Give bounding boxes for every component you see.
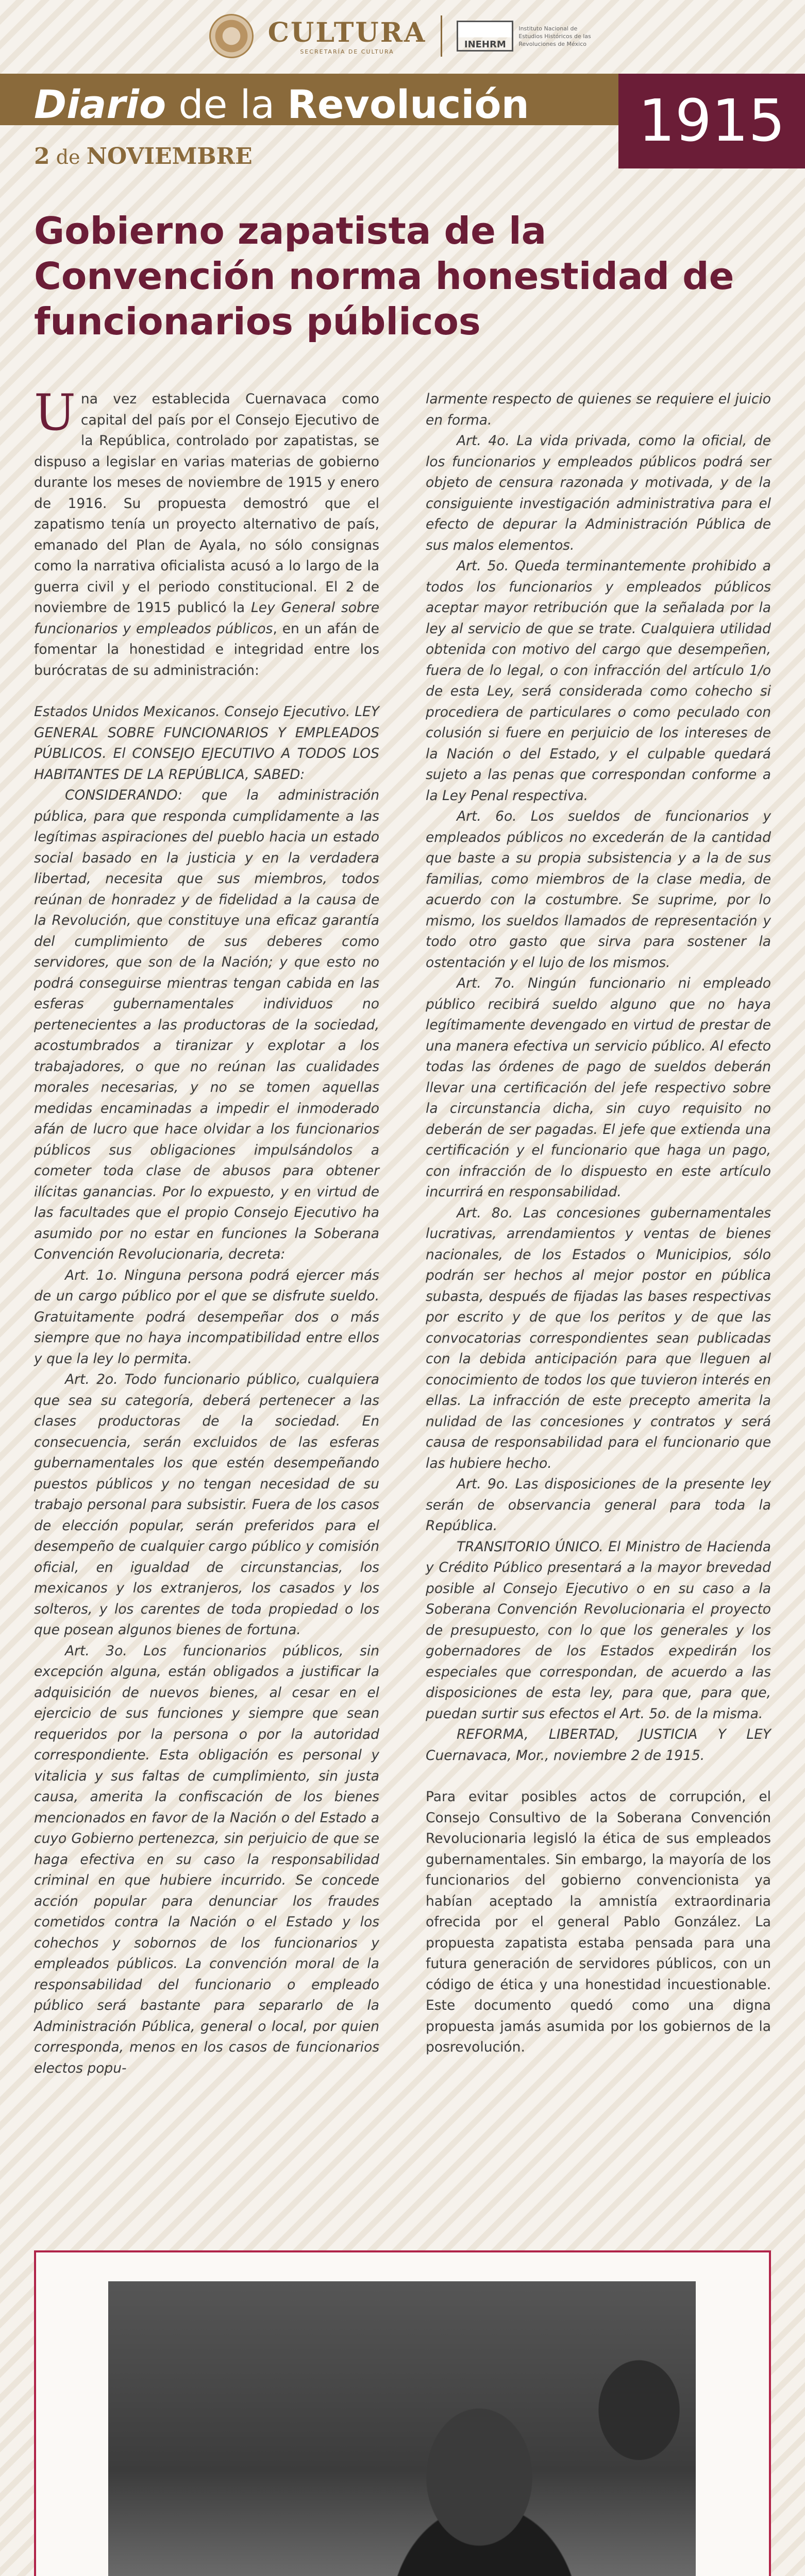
drop-cap: U (34, 384, 76, 442)
law-article-3-cont: larmente respecto de quienes se requiere el juicio en forma. (426, 391, 771, 428)
brand-name: CULTURA (267, 17, 427, 48)
law-transitorio: TRANSITORIO ÚNICO. El Ministro de Hacienda y Crédito Público presentará a la mayor brevedad posible al Consejo Ejecutivo o en su caso a la Soberana Convención Revolucionaria el proyecto de presupuesto, con lo que los generales y los gobernadores de los Estados expedirán los especiales que correspondan, de acuerdo a las disposiciones de esta ley, para que, para que, puedan surtir sus efectos el Art. 5o. de la misma. (426, 1538, 771, 1722)
law-considerando: CONSIDERANDO: que la administración pública, para que responda cumplidamente a las legítimas aspiraciones del pueblo hacia un estado social basado en la justicia y en la verdadera libertad, necesita que sus miembros, todos reúnan de honradez y de fidelidad a la causa de la Revolución, que constituye una eficaz garantía del cumplimiento de sus deberes como servidores, que son de la Nación; y que esto no podrá conseguirse mientras tengan cabida en las esferas gubernamentales individuos no pertenecientes a las productoras de la sociedad, acostumbrados a tiranizar y explotar a los trabajadores, o que no reúnan las cualidades morales necesarias, y no se tomen aquellas medidas encaminadas a impedir el inmoderado afán de lucro que hace olvidar a los funcionarios públicos sus obligaciones impulsándolos a cometer toda clase de abusos para obtener ilícitas ganancias. Por lo expuesto, y en virtud de las facultades que el propio Consejo Ejecutivo ha asumido por no estar en funciones la Soberana Convención Revolucionaria, decreta: (34, 787, 379, 1262)
date-month: NOVIEMBRE (86, 143, 253, 170)
logo-divider (441, 15, 442, 57)
series-title-part2: de la (166, 81, 288, 127)
photo-frame (34, 2250, 771, 2576)
date-line (34, 143, 253, 170)
law-article-5: Art. 5o. Queda terminantemente prohibido a todos los funcionarios y empleados públicos aceptar mayor retribución que la señalada por la ley al servicio de que se trate. Cualquiera utilidad obtenida con motivo del cargo que desempeñen, fuera de lo legal, o con infracción del artículo 1/o de esta Ley, será considerada como cohecho si procediera de particulares o como peculado con colusión si fuere en perjuicio de los intereses de la Nación o del Estado, y el culpable quedará sujeto a las penas que correspondan conforme a la Ley Penal respectiva. (426, 558, 771, 804)
brand-subtitle: SECRETARÍA DE CULTURA (300, 48, 394, 55)
law-preamble: Estados Unidos Mexicanos. Consejo Ejecutivo. LEY GENERAL SOBRE FUNCIONARIOS Y EMPLEADOS PÚBLICOS. El CONSEJO EJECUTIVO A TODOS LOS HABITANTES DE LA REPÚBLICA, SABED: (34, 704, 379, 783)
intro-text-b: , en un afán de fomentar la honestidad e integridad entre los burócratas de su administración: (34, 620, 379, 679)
date-day: 2 (34, 143, 50, 170)
inehrm-acronym: INEHRM (464, 39, 506, 50)
law-article-2: Art. 2o. Todo funcionario público, cualquiera que sea su categoría, deberá pertenecer a las clases productoras de la sociedad. En consecuencia, serán excluidos de las esferas gubernamentales los que estén desempeñando puestos públicos y no tengan necesidad de su trabajo personal para subsistir. Fuera de los casos de elección popular, serán preferidos para el desempeño de cualquier cargo público y comisión oficial, en igualdad de circunstancias, los mexicanos y los extranjeros, los casados y los solteros, y los carentes de toda propiedad o los que posean algunos bienes de fortuna. (34, 1371, 379, 1638)
closing-paragraph: Para evitar posibles actos de corrupción, el Consejo Consultivo de la Soberana Convención Revolucionaria legisló la ética de sus empleados gubernamentales. Sin embargo, la mayoría de los funcionarios del gobierno convencionista ya habían aceptado la amnistía extraordinaria ofrecida por el general Pablo González. La propuesta zapatista estaba pensada para una futura generación de servidores públicos, con un código de ética y una honestidad incuestionable. Este documento quedó como una digna propuesta jamás asumida por los gobiernos de la posrevolución. (426, 1789, 771, 2055)
government-seal-icon (209, 14, 254, 58)
telegraph-office-photo (108, 2281, 696, 2576)
year-badge: 1915 (618, 74, 805, 168)
top-logos (0, 0, 805, 72)
cultura-logo (268, 17, 427, 55)
series-title-part3: Revolución (287, 81, 529, 127)
law-article-3: Art. 3o. Los funcionarios públicos, sin excepción alguna, están obligados a justificar la adquisición de nuevos bienes, al cesar en el ejercicio de sus funciones y siempre que sean requeridos por la persona o por la autoridad correspondiente. Esta obligación es personal y vitalicia y sus faltas de cumplimiento, sin justa causa, amerita la confiscación de los bienes mencionados en favor de la Nación o del Estado a cuyo Gobierno pertenezca, sin perjuicio de que se haga efectiva en su caso la responsabilidad criminal en que hubiere incurrido. Se concede acción popular para denunciar los fraudes cometidos contra la Nación o el Estado y los cohechos y sobornos de los funcionarios y empleados públicos. La convención moral de la responsabilidad del funcionario o empleado público será bastante para separarlo de la Administración Pública, general o local, por quien corresponda, menos en los casos de funcionarios electos popu- (34, 1642, 379, 2076)
intro-law-title: Ley General sobre funcionarios y empleados públicos (34, 600, 379, 637)
law-article-1: Art. 1o. Ninguna persona podrá ejercer más de un cargo público por el que se disfrute sueldo. Gratuitamente podrá desempeñar dos o más siempre que no haya incompatibilidad entre ellos y que la ley lo permita. (34, 1267, 379, 1367)
intro-text-a: na vez establecida Cuernavaca como capital del país por el Consejo Ejecutivo de la República, controlado por zapatistas, se dispuso a legislar en varias materias de gobierno durante los meses de noviembre de 1915 y enero de 1916. Su propuesta demostró que el zapatismo tenía un proyecto alternativo de país, emanado del Plan de Ayala, no sólo consignas como la narrativa oficialista acusó a lo largo de la guerra civil y el periodo constitucional. El 2 de noviembre de 1915 publicó la (34, 391, 379, 616)
date-de: de (49, 146, 87, 168)
law-article-8: Art. 8o. Las concesiones gubernamentales lucrativas, arrendamientos y ventas de bienes nacionales, de los Estados o Municipios, sólo podrán ser hechos al mejor postor en pública subasta, después de fijadas las bases respectivas por escrito y de que los peritos y de que las convocatorias correspondientes sean publicadas con la debida anticipación para que lleguen al conocimiento de todos los que tuvieron interés en ellas. La infracción de este precepto amerita la nulidad de las concesiones y contratos y será causa de responsabilidad para el funcionario que las hubiere hecho. (426, 1205, 771, 1471)
inehrm-logo (457, 21, 596, 52)
series-title-part1: Diario (34, 81, 166, 127)
article-body (34, 384, 771, 2151)
headline: Gobierno zapatista de la Convención norma honestidad de funcionarios públicos (34, 209, 734, 343)
series-title (34, 81, 529, 127)
law-signature: REFORMA, LIBERTAD, JUSTICIA Y LEY Cuernavaca, Mor., noviembre 2 de 1915. (426, 1726, 771, 1764)
law-article-4: Art. 4o. La vida privada, como la oficial, de los funcionarios y empleados públicos podrá ser objeto de censura razonada y motivada, y de la consiguiente investigación administrativa para el efecto de depurar la Administración Pública de sus malos elementos. (426, 433, 771, 553)
law-article-6: Art. 6o. Los sueldos de funcionarios y empleados públicos no excederán de la cantidad que baste a su propia subsistencia y a la de sus familias, como miembros de la clase media, de acuerdo con la costumbre. Se suprime, por lo mismo, los sueldos llamados de representación y todo otro gasto que sirva para sostener la ostentación y el lujo de los mismos. (426, 808, 771, 971)
column-right (426, 389, 771, 2058)
intro-paragraph (34, 384, 379, 681)
inehrm-description: Instituto Nacional de Estudios Históricos de las Revoluciones de México (518, 25, 591, 47)
inehrm-building-icon (457, 21, 513, 52)
law-article-7: Art. 7o. Ningún funcionario ni empleado público recibirá sueldo alguno que no haya legítimamente devengado en virtud de prestar de una manera efectiva un servicio público. Al efecto todas las órdenes de pago de sueldos deberán llevar una certificación del jefe respectivo sobre la circunstancia dicha, sin cuyo requisito no deberán de ser pagadas. El jefe que extienda una certificación y el funcionario que haga un pago, con infracción de lo dispuesto en este artículo incurrirá en responsabilidad. (426, 975, 771, 1200)
law-article-9: Art. 9o. Las disposiciones de la presente ley serán de observancia general para toda la República. (426, 1476, 771, 1534)
column-left (34, 384, 379, 2079)
